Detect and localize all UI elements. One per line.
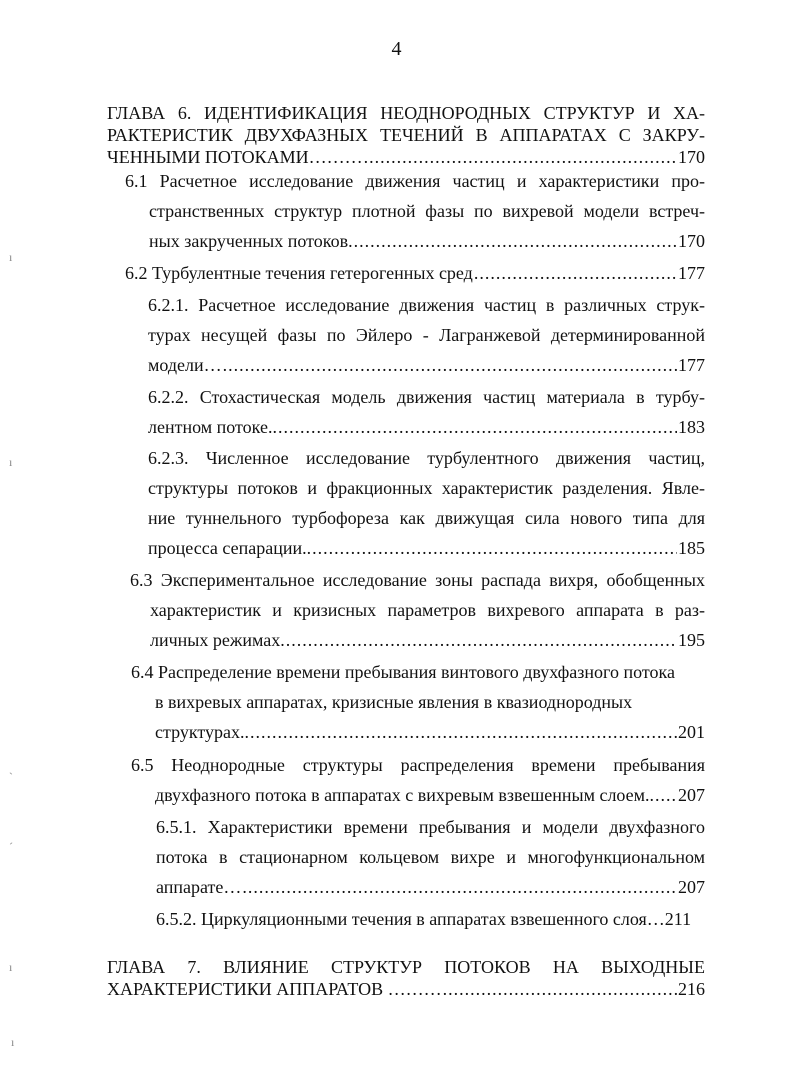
toc-page-number: 207 — [678, 785, 705, 805]
dot-leader — [312, 533, 677, 563]
toc-line: ние туннельного турбофореза как движущая сила нового типа для — [148, 508, 705, 528]
toc-line: аппарате… — [156, 877, 242, 897]
toc-page-number: 207 — [678, 877, 705, 897]
toc-line: 6.2 Турбулентные течения гетерогенных сред — [125, 263, 473, 283]
toc-entry-chapter-6[interactable] — [107, 102, 705, 168]
scan-mark: ˊ — [9, 840, 13, 854]
toc-line: характеристик и кризисных параметров вихревого аппарата в раз- — [150, 600, 705, 620]
dot-leader — [250, 717, 677, 747]
toc-page-number: 201 — [678, 722, 705, 742]
toc-line: 6.1 Расчетное исследование движения частиц и характеристики про- — [125, 171, 705, 191]
scan-mark: ı — [9, 960, 13, 974]
toc-entry-6-4[interactable] — [131, 657, 705, 747]
toc-entry-6-1[interactable] — [125, 166, 705, 256]
scan-mark: ˋ — [9, 770, 13, 784]
toc-line: ГЛАВА 7. ВЛИЯНИЕ СТРУКТУР ПОТОКОВ НА ВЫХОДНЫЕ — [107, 957, 705, 977]
toc-line: структуры потоков и фракционных характеристик разделения. Явле- — [148, 478, 705, 498]
toc-line: ХАРАКТЕРИСТИКИ АППАРАТОВ ……… — [107, 979, 442, 999]
scan-mark: ı — [9, 455, 13, 469]
toc-line: турах несущей фазы по Эйлеро - Лагранжевой детерминированной — [148, 325, 705, 345]
toc-page-number: 211 — [664, 909, 692, 929]
toc-entry-chapter-7[interactable] — [107, 956, 705, 1000]
toc-line: ных закрученных потоков. — [149, 231, 353, 251]
toc-entry-6-2-2[interactable] — [148, 382, 705, 442]
toc-entry-6-2-1[interactable] — [148, 290, 705, 380]
dot-leader — [443, 978, 677, 1000]
toc-leader-line — [150, 625, 705, 655]
dot-leader — [364, 146, 677, 168]
dot-leader — [655, 780, 677, 810]
toc-leader-line — [155, 780, 705, 810]
toc-entry-6-2[interactable] — [125, 258, 705, 288]
dot-leader — [286, 625, 677, 655]
toc-leader-line — [148, 350, 705, 380]
toc-entry-6-5-2[interactable] — [156, 904, 705, 934]
scan-mark: ı — [11, 1035, 15, 1049]
toc-line: структурах.. — [155, 722, 249, 742]
toc-leader-line — [156, 904, 705, 934]
toc-line: ЧЕННЫМИ ПОТОКАМИ……… — [107, 147, 363, 167]
toc-line: 6.2.3. Численное исследование турбулентного движения частиц, — [148, 448, 705, 468]
toc-line: в вихревых аппаратах, кризисные явления в квазиоднородных — [155, 692, 633, 712]
toc-line: РАКТЕРИСТИК ДВУХФАЗНЫХ ТЕЧЕНИЙ В АППАРАТАХ С ЗАКРУ- — [107, 125, 705, 145]
toc-line: модели… — [148, 355, 222, 375]
toc-line: 6.5.2. Циркуляционными течения в аппаратах взвешенного слоя… — [156, 909, 665, 929]
toc-entry-6-3[interactable] — [130, 565, 705, 655]
dot-leader — [278, 412, 677, 442]
toc-leader-line — [107, 978, 705, 1000]
toc-entry-6-5[interactable] — [131, 750, 705, 810]
toc-leader-line — [107, 146, 705, 168]
toc-leader-line — [148, 533, 705, 563]
toc-page-number: 216 — [678, 979, 705, 999]
dot-leader — [223, 350, 677, 380]
toc-page-number: 170 — [678, 231, 705, 251]
toc-line: 6.2.1. Расчетное исследование движения частиц в различных струк- — [148, 295, 705, 315]
toc-page-number: 177 — [678, 263, 705, 283]
toc-page-number: 183 — [678, 417, 705, 437]
toc-leader-line — [149, 226, 705, 256]
toc-line: 6.2.2. Стохастическая модель движения частиц материала в турбу- — [148, 387, 705, 407]
scan-mark: ı — [9, 250, 13, 264]
toc-page-number: 185 — [678, 538, 705, 558]
toc-leader-line — [148, 412, 705, 442]
toc-entry-6-2-3[interactable] — [148, 443, 705, 563]
toc-line: 6.5 Неоднородные структуры распределения времени пребывания — [131, 755, 705, 775]
toc-line: процесса сепарации.. — [148, 538, 312, 558]
toc-page-number: 195 — [678, 630, 705, 650]
toc-leader-line — [125, 258, 705, 288]
toc-line: лентном потоке.. — [148, 417, 277, 437]
toc-line: 6.3 Экспериментальное исследование зоны распада вихря, обобщенных — [130, 570, 705, 590]
toc-line: двухфазного потока в аппаратах с вихревым взвешенным слоем.. — [155, 785, 655, 805]
toc-line: ГЛАВА 6. ИДЕНТИФИКАЦИЯ НЕОДНОРОДНЫХ СТРУКТУР И ХА- — [107, 103, 705, 123]
dot-leader — [474, 258, 677, 288]
dot-leader — [242, 872, 677, 902]
toc-leader-line — [156, 872, 705, 902]
toc-line: 6.4 Распределение времени пребывания винтового двухфазного потока — [131, 662, 675, 682]
toc-line: личных режимах. — [150, 630, 285, 650]
toc-page-number: 170 — [678, 147, 705, 167]
toc-entry-6-5-1[interactable] — [156, 812, 705, 902]
toc-line: 6.5.1. Характеристики времени пребывания и модели двухфазного — [156, 817, 705, 837]
dot-leader — [354, 226, 677, 256]
toc-line: странственных структур плотной фазы по вихревой модели встреч- — [149, 201, 705, 221]
toc-line: потока в стационарном кольцевом вихре и многофункциональном — [156, 847, 705, 867]
page-number: 4 — [391, 38, 402, 60]
toc-page-number: 177 — [678, 355, 705, 375]
toc-leader-line — [155, 717, 705, 747]
